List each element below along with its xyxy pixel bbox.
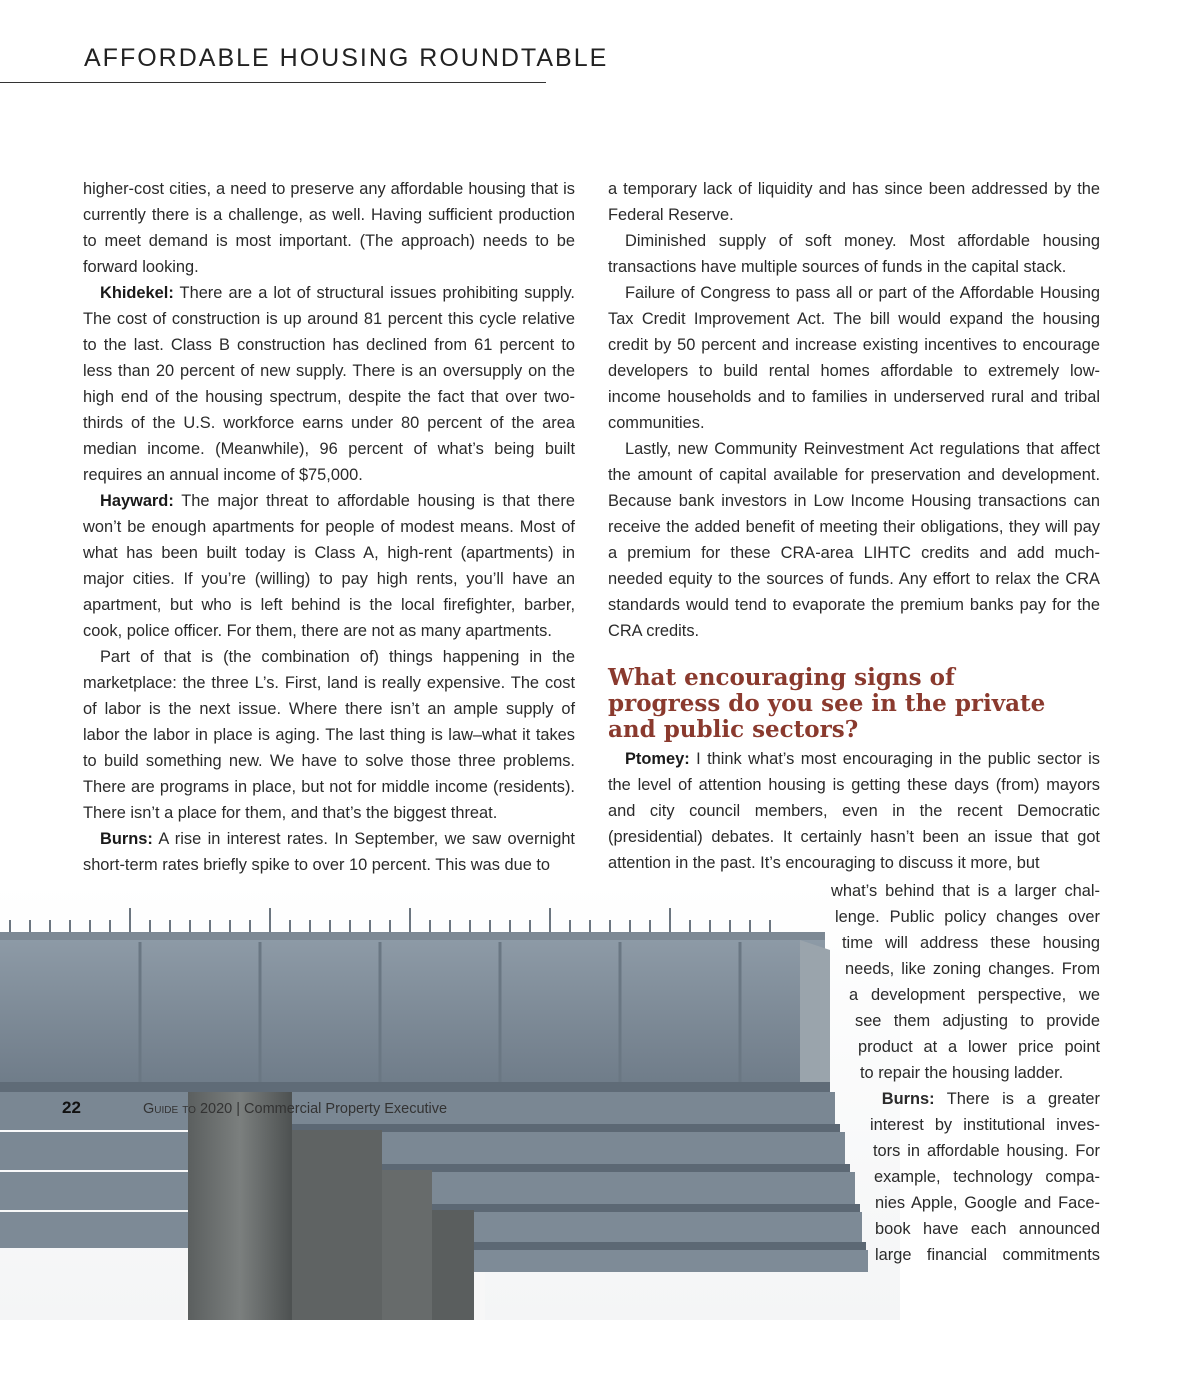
text-line: nies Apple, Google and Face- — [875, 1194, 1100, 1212]
text-line: Burns: There is a greater — [881, 1090, 1100, 1108]
speaker-name: Khidekel: — [100, 284, 174, 302]
question-heading: What encouraging signs of progress do you see in the private and public sectors? — [608, 664, 1046, 743]
text-line: time will address these housing — [842, 934, 1100, 952]
text-line: needs, like zoning changes. From — [845, 960, 1100, 978]
text-line: to repair the housing ladder. — [860, 1064, 1064, 1082]
paragraph: Diminished supply of soft money. Most affordable housing transactions have multiple sources of funds in the capital stack. — [608, 232, 1100, 276]
right-column — [608, 176, 1100, 876]
speaker-name: Hayward: — [100, 492, 174, 510]
text-line: book have each announced — [875, 1220, 1100, 1238]
paragraph: Part of that is (the combination of) things happening in the marketplace: the three L’s. First, land is really expensive. The cost of labor is the next issue. Where there isn’t an ample supply of labor the labor in place is aging. The last thing is law–what it takes to build something new. We have to solve those three problems. There are programs in place, but not for middle income (residents). There isn’t a place for them, and that’s the biggest threat. — [83, 648, 575, 822]
left-column — [83, 176, 575, 878]
speaker-name: Burns: — [100, 830, 153, 848]
page-number: 22 — [62, 1098, 81, 1117]
running-header: AFFORDABLE HOUSING ROUNDTABLE — [84, 44, 609, 72]
text-line: example, technology compa- — [874, 1168, 1100, 1186]
paragraph: Hayward: The major threat to affordable housing is that there won’t be enough apartments for people of modest means. Most of what has been built today is Class A, high-rent (apartments) in major cities. If you’re (willing) to pay high rents, you’ll have an apartment, but who is left behind is the local firefighter, barber, cook, police officer. For them, there are not as many apartments. — [83, 492, 575, 640]
paragraph: Ptomey: I think what’s most encouraging in the public sector is the level of attention housing is getting these days (from) mayors and city council members, even in the recent Democratic (presidential) debates. It certainly hasn’t been an issue that got attention in the past. It’s encouraging to discuss it more, but — [608, 750, 1100, 872]
footer-credit: Guide to 2020 | Commercial Property Executive — [143, 1101, 448, 1117]
paragraph: higher-cost cities, a need to preserve any affordable housing that is currently there is a challenge, as well. Having sufficient production to meet demand is most important. (The approach) needs to be forward looking. — [83, 180, 575, 276]
speaker-name: Burns: — [881, 1090, 935, 1108]
paragraph: Burns: A rise in interest rates. In September, we saw overnight short-term rates briefly spike to over 10 percent. This was due to — [83, 830, 575, 874]
text-line: see them adjusting to provide — [855, 1012, 1100, 1030]
paragraph: Failure of Congress to pass all or part of the Affordable Housing Tax Credit Improvement Act. The bill would expand the housing credit by 50 percent and increase existing incentives to encourage developers to build rental homes affordable to extremely low-income households and to families in underserved rural and tribal communities. — [608, 284, 1100, 432]
header-rule — [0, 82, 546, 83]
text-line: lenge. Public policy changes over — [835, 908, 1100, 926]
text-line: product at a lower price point — [858, 1038, 1100, 1056]
paragraph: Lastly, new Community Reinvestment Act regulations that affect the amount of capital available for preservation and development. Because bank investors in Low Income Housing transactions can receive the added benefit of meeting their obligations, they will pay a premium for these CRA-area LIHTC credits and add much-needed equity to the sources of funds. Any effort to relax the CRA standards would tend to evaporate the premium banks pay for the CRA credits. — [608, 440, 1100, 640]
wrapped-text — [608, 878, 1100, 1268]
text-line: what’s behind that is a larger chal- — [831, 882, 1100, 900]
paragraph: a temporary lack of liquidity and has since been addressed by the Federal Reserve. — [608, 180, 1100, 224]
text-line: tors in affordable housing. For — [873, 1142, 1100, 1160]
text-line: a development perspective, we — [849, 986, 1100, 1004]
speaker-name: Ptomey: — [625, 750, 690, 768]
paragraph: Khidekel: There are a lot of structural issues prohibiting supply. The cost of construction is up around 81 percent this cycle relative to the last. Class B construction has declined from 61 percent to less than 20 percent of new supply. There is an oversupply on the high end of the housing spectrum, despite the fact that over two-thirds of the U.S. workforce earns under 80 percent of the area median income. (Meanwhile), 96 percent of what’s being built requires an annual income of $75,000. — [83, 284, 575, 484]
text-line: interest by institutional inves- — [870, 1116, 1100, 1134]
text-line: large financial commitments — [875, 1246, 1100, 1264]
